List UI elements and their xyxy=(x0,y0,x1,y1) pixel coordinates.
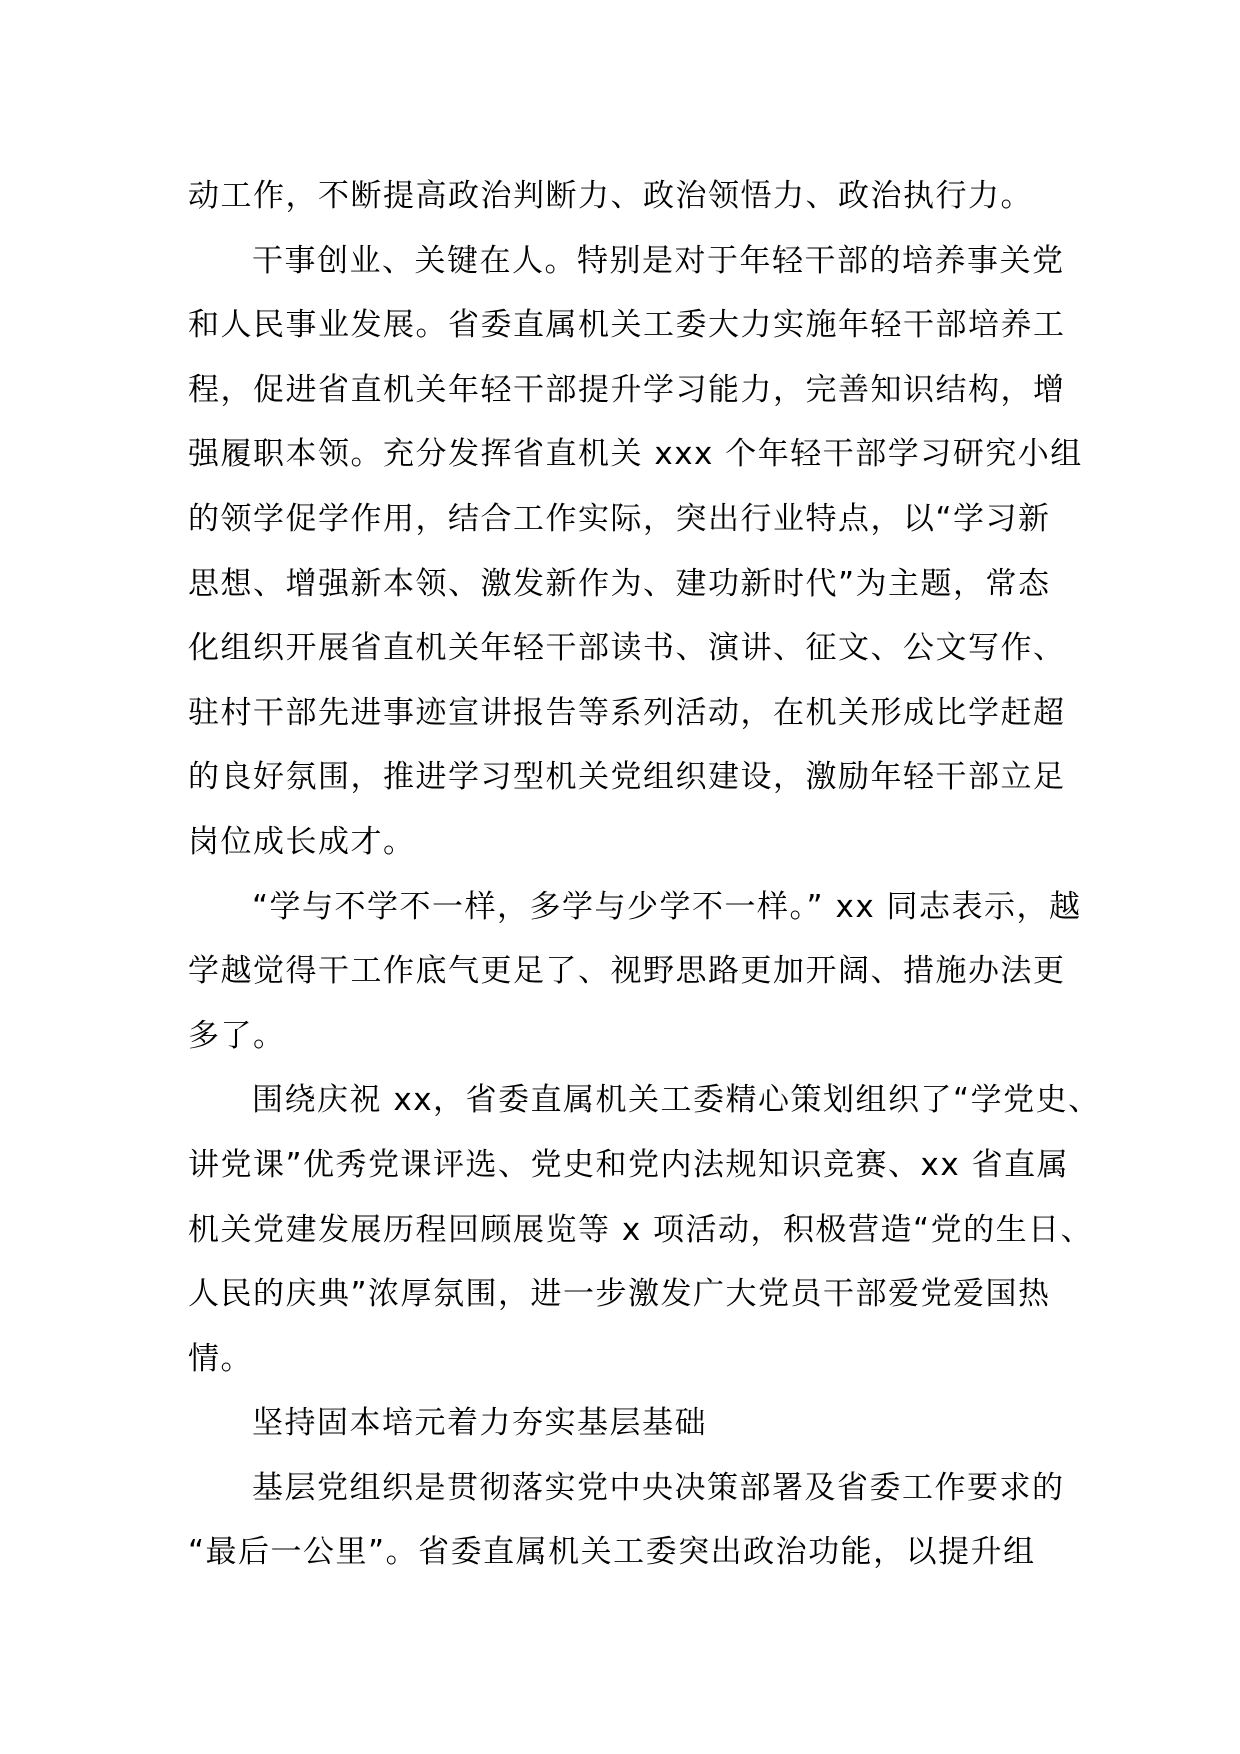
text-line: 的领学促学作用，结合工作实际，突出行业特点，以“学习新 xyxy=(188,500,1051,537)
text-line: 基层党组织是贯彻落实党中央决策部署及省委工作要求的 xyxy=(252,1469,1065,1506)
text-line: 程，促进省直机关年轻干部提升学习能力，完善知识结构，增 xyxy=(188,371,1066,408)
text-line: 围绕庆祝 xx，省委直属机关工委精心策划组织了“学党史、 xyxy=(252,1082,1101,1119)
text-line: 人民的庆典”浓厚氛围，进一步激发广大党员干部爱党爱国热 xyxy=(188,1276,1051,1313)
document-body xyxy=(188,164,1101,1585)
section-heading: 坚持固本培元着力夯实基层基础 xyxy=(252,1405,707,1442)
text-line: 强履职本领。充分发挥省直机关 xxx 个年轻干部学习研究小组 xyxy=(188,436,1083,473)
text-line: 动工作，不断提高政治判断力、政治领悟力、政治执行力。 xyxy=(188,178,1033,214)
text-line: 岗位成长成才。 xyxy=(188,823,416,860)
text-line: 机关党建发展历程回顾展览等 x 项活动，积极营造“党的生日、 xyxy=(188,1211,1094,1248)
text-line: 多了。 xyxy=(188,1017,286,1054)
text-line: “学与不学不一样，多学与少学不一样。” xx 同志表示，越 xyxy=(252,888,1082,925)
text-line: “最后一公里”。省委直属机关工委突出政治功能，以提升组 xyxy=(188,1534,1036,1571)
text-line: 和人民事业发展。省委直属机关工委大力实施年轻干部培养工 xyxy=(188,307,1066,344)
text-line: 思想、增强新本领、激发新作为、建功新时代”为主题，常态 xyxy=(188,565,1051,602)
text-line: 的良好氛围，推进学习型机关党组织建设，激励年轻干部立足 xyxy=(188,759,1066,796)
text-line: 学越觉得干工作底气更足了、视野思路更加开阔、措施办法更 xyxy=(188,953,1066,990)
text-line: 讲党课”优秀党课评选、党史和党内法规知识竞赛、xx 省直属 xyxy=(188,1146,1070,1183)
text-line: 驻村干部先进事迹宣讲报告等系列活动，在机关形成比学赶超 xyxy=(188,694,1066,731)
text-line: 情。 xyxy=(188,1340,253,1377)
text-line: 干事创业、关键在人。特别是对于年轻干部的培养事关党 xyxy=(252,242,1065,279)
text-line: 化组织开展省直机关年轻干部读书、演讲、征文、公文写作、 xyxy=(188,630,1066,667)
